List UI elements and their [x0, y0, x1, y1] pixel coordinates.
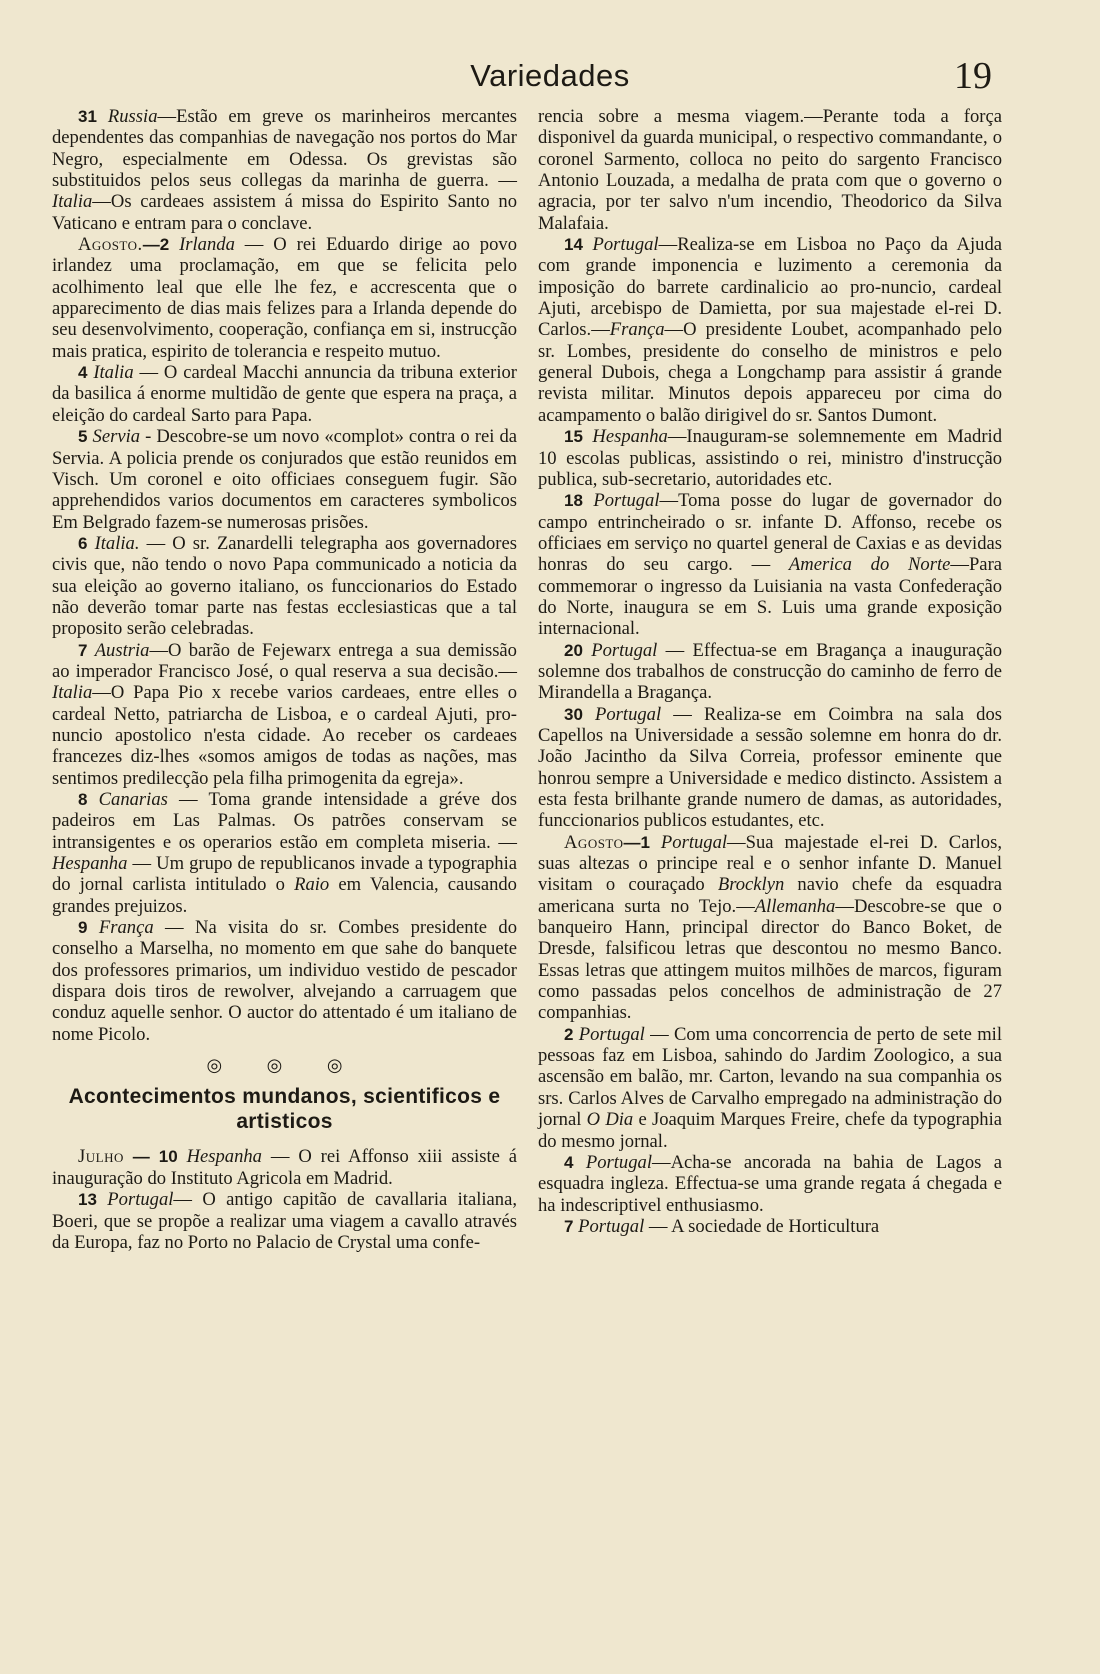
entry-place: Servia [92, 426, 141, 448]
entry-place: Portugal [595, 703, 662, 725]
right-column [538, 106, 1002, 1237]
entry-paragraph [538, 426, 1002, 490]
newspaper-name: O Dia [586, 1109, 634, 1131]
running-title: Variedades [470, 58, 630, 93]
entry-paragraph [538, 490, 1002, 639]
entry-text: —Para commemorar o ingresso da Luisiania na vasta Confederação do Norte, inaugura se em S. Luis uma grande exposição internacional. [538, 554, 1003, 640]
entry-text: —O presidente Loubet, acompanhado pelo sr. Lombes, presidente do conselho de ministros e pelo general Dubois, chega a Longchamp para assistir á grande revista militar. Minutos depois appareceu por cima do acampamento o balão dirigivel do sr. Santos Dumont. [538, 319, 1002, 426]
entry-text: — Com uma concorrencia de perto de sete mil pessoas faz em Lisboa, sahindo do Jardim Zoologico, a sua ascensão em balão, mr. Carton, levando na sua companhia os srs. Carlos Alves de Carvalho empregado na administração do jornal [538, 1023, 1002, 1131]
entry-place: Allemanha [754, 895, 836, 917]
entry-paragraph [52, 1189, 517, 1253]
entry-text: — O antigo capitão de cavallaria italiana, Boeri, que se propõe a realizar uma viagem a cavallo através da Europa, faz no Porto no Palacio de Crystal uma confe- [52, 1189, 517, 1253]
entry-text: - Descobre-se um novo «complot» contra o rei da Servia. A policia prende os conjurados que estão reunidos em Visch. Um coronel e oito officiaes conseguem fugir. São apprehendidos varios documentos em caracteres symbolicos Em Belgrado fazem-se numerosas prisões. [52, 426, 517, 533]
entry-text: —Inauguram-se solemnemente em Madrid 10 escolas publicas, assistindo o rei, ministro d'instrucção publica, sub-secretario, autoridades etc. [538, 426, 1002, 490]
entry-paragraph [52, 533, 517, 640]
entry-place: Portugal [593, 490, 660, 512]
entry-place: Irlanda [179, 234, 235, 256]
page-header [0, 55, 1100, 98]
entry-text: em Valencia, causando grandes prejuizos. [52, 874, 517, 917]
entry-paragraph [52, 640, 517, 789]
entry-text: —Acha-se ancorada na bahia de Lagos a esquadra ingleza. Effectua-se uma grande regata á chegada e ha indescriptivel enthusiasmo. [538, 1151, 1003, 1216]
entry-text: — Um grupo de republicanos invade a typographia do jornal carlista intitulado o [52, 853, 517, 896]
entry-date: 20 [564, 640, 583, 660]
entry-place: Italia. [94, 532, 140, 554]
entry-date: —1 [623, 832, 650, 852]
entry-paragraph [52, 362, 517, 426]
entry-place: Italia [52, 191, 93, 213]
entry-paragraph [52, 789, 517, 917]
entry-paragraph [52, 917, 517, 1045]
entry-place: França [98, 917, 154, 939]
entry-month: Agosto. [78, 234, 143, 256]
entry-paragraph [52, 234, 517, 362]
entry-text: — Na visita do sr. Combes presidente do conselho a Marselha, no momento em que sahe do banquete dos professores primarios, um individuo vestido de pescador dispara dois tiros de rewolver, alvejando a carruagem que conduz aquelle senhor. O auctor do attentado é um italiano de nome Picolo. [52, 917, 517, 1045]
entry-paragraph [538, 704, 1002, 832]
left-column [52, 106, 517, 1253]
entry-text: — O rei Affonso xiii assiste á inauguração do Instituto Agricola em Madrid. [52, 1146, 517, 1189]
entry-place: Portugal [578, 1023, 645, 1045]
entry-paragraph [52, 426, 517, 533]
entry-paragraph [538, 832, 1002, 1024]
entry-date: 13 [78, 1190, 97, 1210]
ship-name: Brocklyn [717, 874, 785, 896]
entry-place: Hespanha [186, 1146, 262, 1168]
entry-date: 6 [78, 533, 88, 553]
entry-text: —Os cardeaes assistem á missa do Espirito Santo no Vaticano e entram para o conclave. [52, 191, 517, 234]
entry-date: 31 [78, 107, 97, 126]
entry-place: Russia [107, 106, 158, 127]
entry-text: navio chefe da esquadra americana surta no Tejo.— [538, 874, 1002, 917]
entry-place: Portugal [585, 1151, 652, 1173]
entry-text: — Effectua-se em Bragança a inauguração solemne dos trabalhos de construcção do caminho de ferro de Mirandella a Bragança. [538, 639, 1002, 704]
entry-text: —O Papa Pio x recebe varios cardeaes, entre elles o cardeal Netto, patriarcha de Lisboa, e o cardeal Ajuti, pro-nuncio apostolico n'esta cidade. Ao receber os cardeaes francezes diz-lhes «somos amigos de todas as nações, mas sentimos predilecção pela filha primogenita da egreja». [52, 682, 517, 789]
entry-text: — O cardeal Macchi annuncia da tribuna exterior da basilica á enorme multidão de gente que espera na praça, a eleição do cardeal Sarto para Papa. [52, 362, 517, 426]
entry-place: Canarias [98, 789, 168, 810]
entry-paragraph [52, 1146, 517, 1189]
entry-place: Portugal [578, 1215, 645, 1237]
entry-date: 8 [78, 790, 88, 809]
entry-paragraph [538, 1152, 1002, 1216]
entry-paragraph [538, 106, 1002, 234]
entry-month: Agosto [564, 831, 624, 853]
newspaper-name: Raio [294, 874, 330, 896]
entry-date: 4 [78, 363, 88, 383]
entry-place: Italia [52, 682, 93, 704]
section-ornaments: ◎ ◎ ◎ [206, 1055, 363, 1076]
entry-text: — Realiza-se em Coimbra na sala dos Capellos na Universidade a sessão solemne em honra do dr. João Jacintho da Silva Correia, professor eminente que honrou sempre a Universidade e medico distincto. Assistem a esta festa brilhante grande numero de damas, as autoridades, funccionarios publicos estudantes, etc. [538, 703, 1002, 832]
entry-date: —2 [142, 235, 170, 255]
entry-text: —Toma posse do lugar de governador do campo entrincheirado o sr. infante D. Affonso, recebe os officiaes em serviço no quartel general de Caxias e as devidas honras do seu cargo. — [538, 490, 1002, 576]
entry-date: 9 [78, 918, 88, 938]
entry-date: 18 [564, 491, 583, 511]
entry-month: Julho [78, 1146, 124, 1168]
entry-place: Italia [93, 362, 134, 384]
entry-date: 2 [564, 1024, 574, 1044]
entry-paragraph [52, 106, 517, 234]
entry-text: e Joaquim Marques Freire, chefe da typographia do mesmo jornal. [538, 1109, 1002, 1152]
entry-date: 15 [564, 427, 583, 447]
entry-text: —Descobre-se que o banqueiro Hann, principal director do Banco Boket, de Dresde, falsificou letras que descontou no mesmo Banco. Essas letras que attingem muitos milhões de marcos, figuram como passadas pelos concelhos de administração de 27 companhias. [538, 895, 1002, 1024]
entry-text: —Estão em greve os marinheiros mercantes dependentes das companhias de navegação nos portos do Mar Negro, especialmente em Odessa. Os grevistas são substituidos pelos seus collegas da marinha de guerra. — [52, 106, 517, 192]
entry-text: rencia sobre a mesma viagem.—Perante toda a força disponivel da guarda municipal, o respectivo commandante, o coronel Sarmento, colloca no peito do sargento Francisco Antonio Louzada, a medalha de prata com que o governo o agracia, por ter salvo n'um incendio, Theodorico da Silva Malafaia. [538, 106, 1002, 234]
entry-date: 14 [564, 235, 583, 255]
entry-text: —Sua majestade el-rei D. Carlos, suas altezas o principe real e o senhor infante D. Manuel visitam o couraçado [538, 831, 1002, 896]
section-heading: Acontecimentos mundanos, scientificos e artisticos [68, 1085, 501, 1134]
entry-place: Portugal [592, 234, 659, 256]
entry-date: 7 [564, 1216, 574, 1236]
entry-text: —O barão de Fejewarx entrega a sua demissão ao imperador Francisco José, o qual reserva a sua decisão.— [52, 639, 517, 682]
entry-text: — Toma grande intensidade a gréve dos padeiros em Las Palmas. Os patrões conservam se intransigentes e os operarios estão em completa miseria. — [52, 789, 517, 853]
entry-place: Hespanha [52, 853, 128, 875]
page-number: 19 [954, 55, 992, 97]
entry-paragraph [538, 1216, 1002, 1237]
entry-place: Portugal [591, 639, 658, 661]
entry-date: 4 [564, 1152, 574, 1172]
entry-place: França [609, 319, 665, 341]
entry-place: America do Norte [788, 554, 951, 576]
entry-paragraph [538, 640, 1002, 704]
entry-place: Austria [94, 639, 150, 661]
entry-paragraph [538, 234, 1002, 426]
entry-text: — A sociedade de Horticultura [644, 1215, 880, 1237]
entry-paragraph [538, 1024, 1002, 1152]
entry-date: 5 [78, 427, 88, 447]
entry-date: 7 [78, 640, 88, 660]
entry-date: — 10 [123, 1147, 178, 1167]
entry-place: Portugal [107, 1189, 174, 1211]
entry-text: — O sr. Zanardelli telegrapha aos governadores civis que, não tendo o novo Papa communicado a noticia da sua eleição ao governo italiano, os funccionarios do Estado não deverão tomar parte nas festas ecclesiasticas que a tal proposito serão celebradas. [52, 532, 517, 640]
entry-place: Portugal [660, 831, 728, 853]
entry-text: — O rei Eduardo dirige ao povo irlandez uma proclamação, em que se felicita pelo acolhimento leal que elle lhe fez, e accrescenta que o apparecimento de dias mais felizes para a Irlanda depende do seu desenvolvimento, cooperação, confiança em si, instrucção mais pratica, espirito de tolerancia e respeito mutuo. [52, 234, 517, 362]
entry-date: 30 [564, 704, 583, 724]
entry-place: Hespanha [592, 426, 668, 448]
entry-text: —Realiza-se em Lisboa no Paço da Ajuda com grande imponencia e luzimento a ceremonia da imposição do barrete cardinalicio ao pro-nuncio, cardeal Ajuti, arcebispo de Damietta, por sua majestade el-rei D. Carlos.— [538, 234, 1002, 341]
